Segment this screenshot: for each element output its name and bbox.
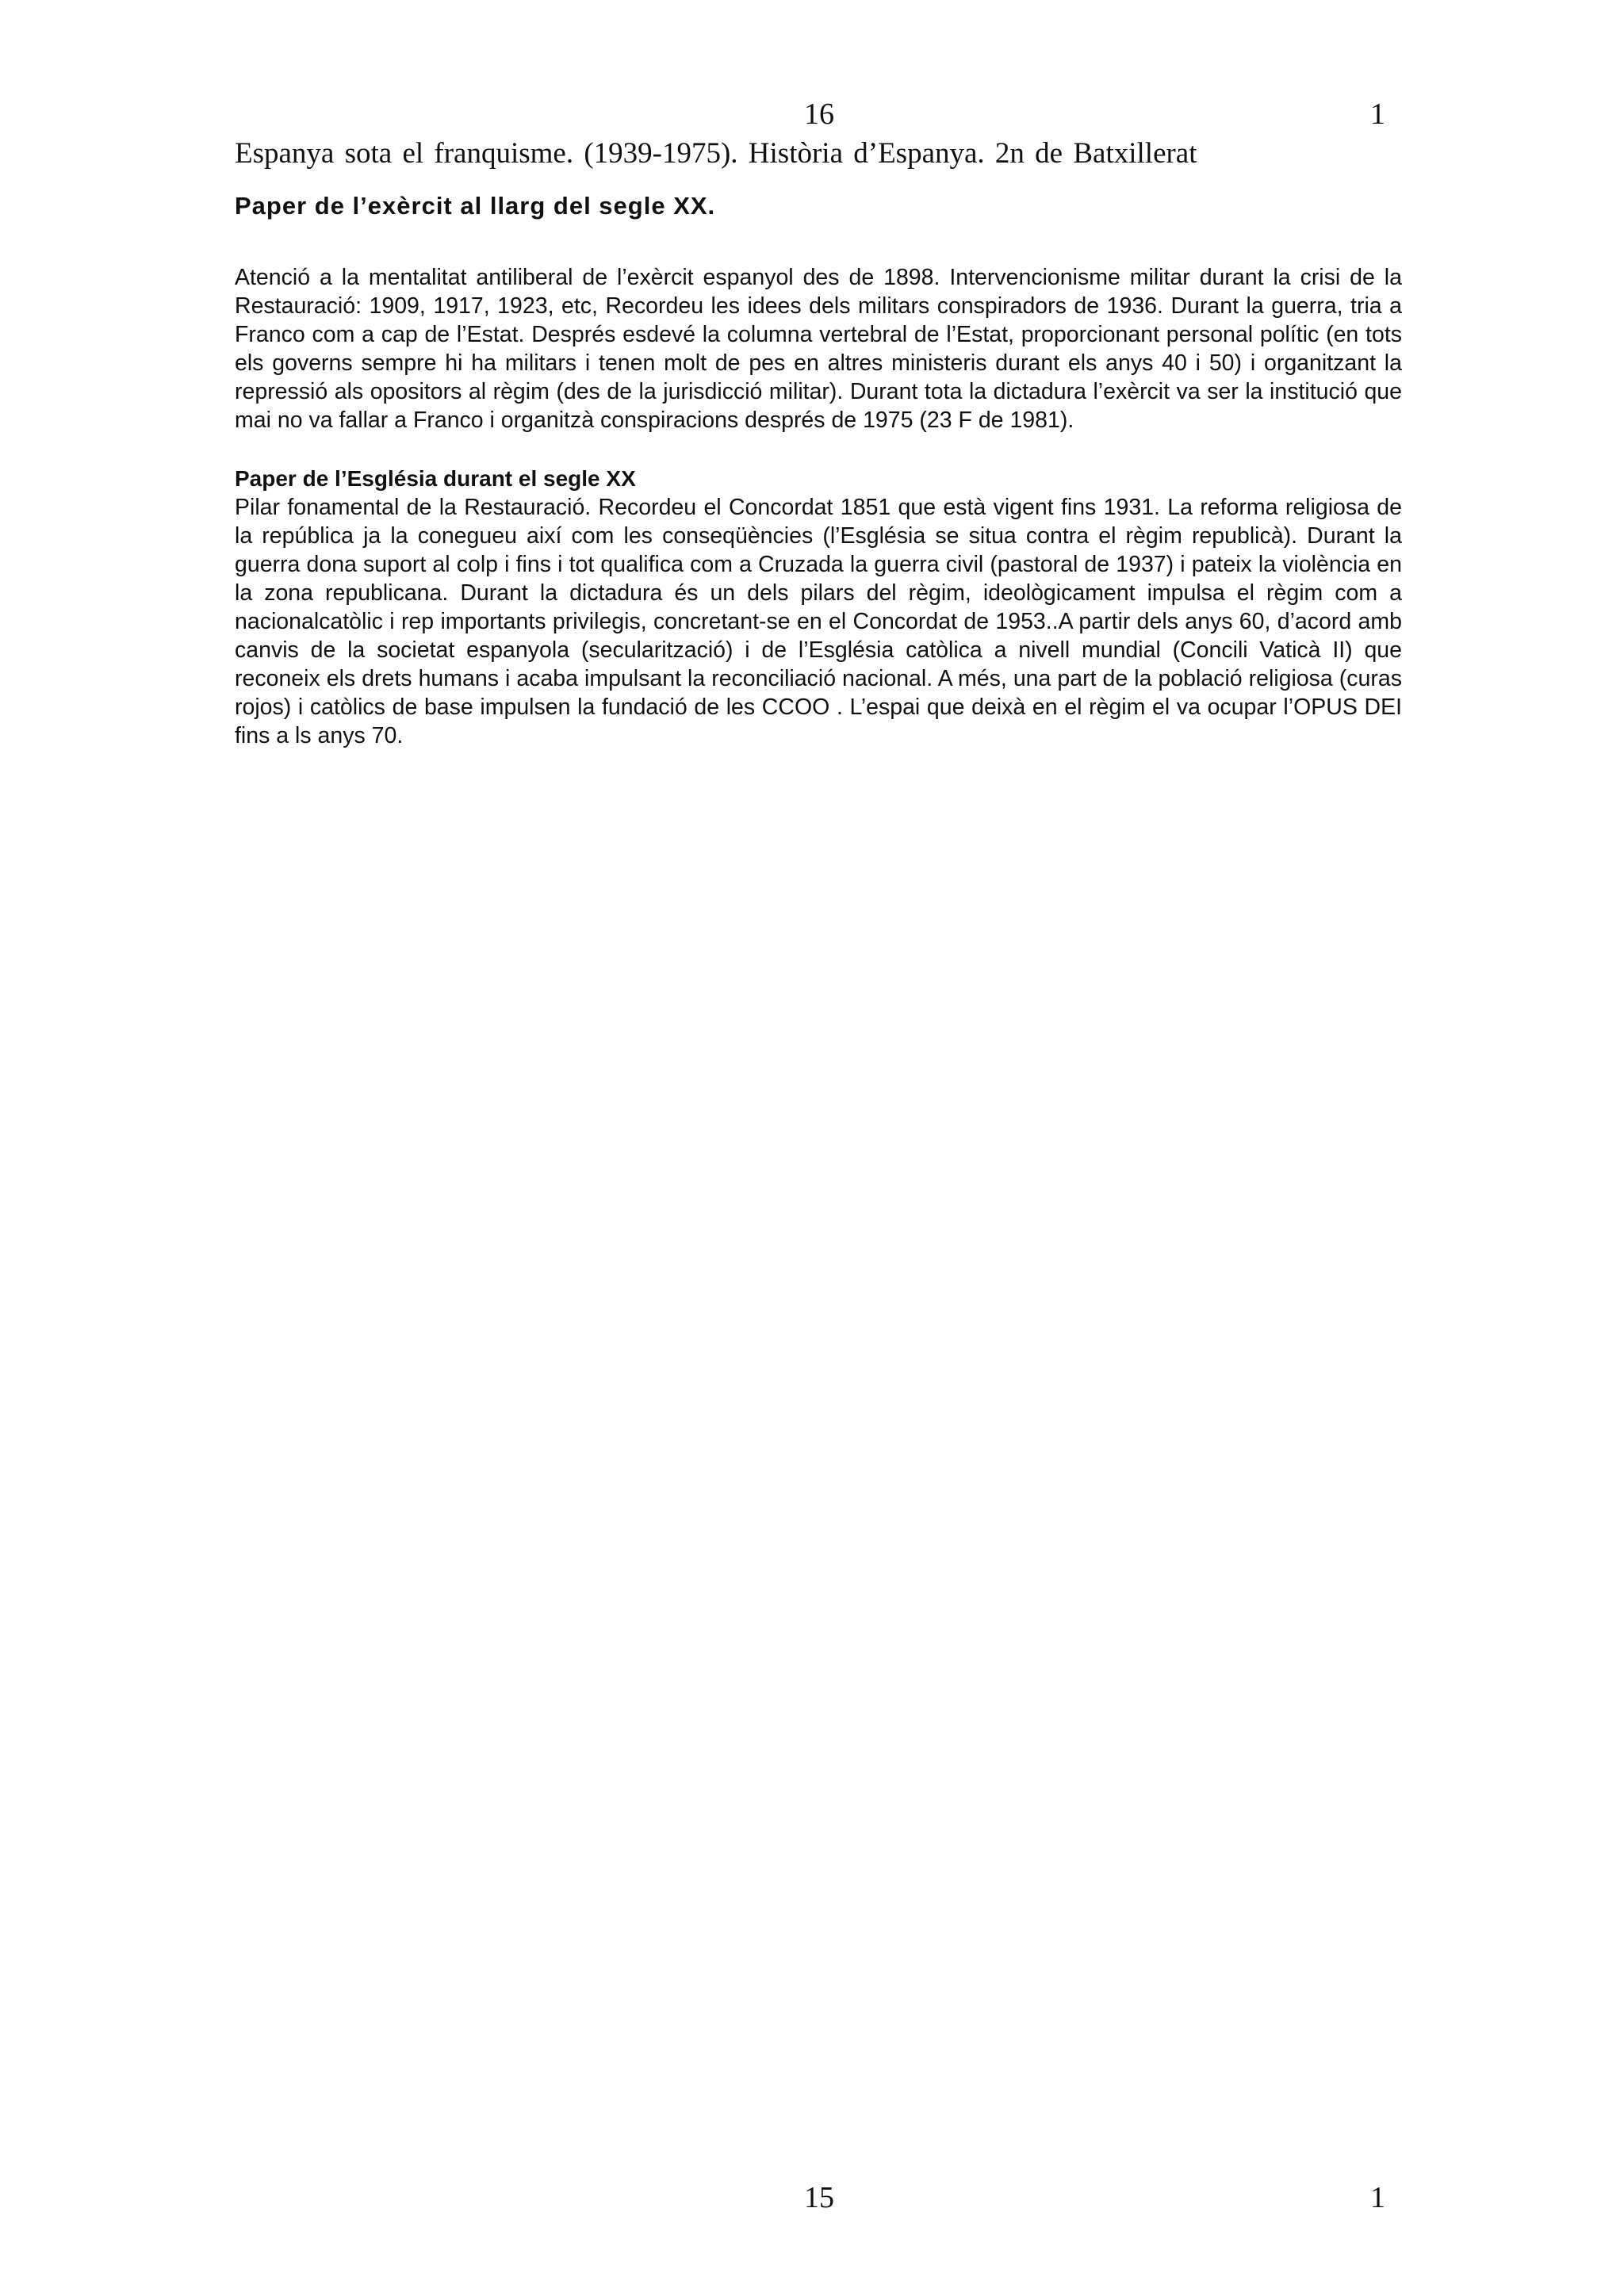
section-spacer [235, 434, 1402, 465]
document-body [235, 192, 1402, 750]
header-right-number: 1 [1370, 98, 1385, 131]
section-body-army: Atenció a la mentalitat antiliberal de l’exèrcit espanyol des de 1898. Intervencionisme militar durant la crisi de la Restauració: 1909, 1917, 1923, etc, Recordeu les idees dels militars conspiradors de 1936. Durant la guerra, tria a Franco com a cap de l’Estat. Després esdevé la columna vertebral de l’Estat, proporcionant personal polític (en tots els governs sempre hi ha militars i tenen molt de pes en altres ministeris durant els anys 40 i 50) i organitzant la repressió als opositors al règim (des de la jurisdicció militar). Durant tota la dictadura l’exèrcit va ser la institució que mai no va fallar a Franco i organitzà conspiracions després de 1975 (23 F de 1981). [235, 265, 1402, 433]
footer-page-number: 15 [804, 2181, 834, 2214]
footer-right-number: 1 [1370, 2181, 1385, 2214]
document-header-title: Espanya sota el franquisme. (1939-1975). Història d’Espanya. 2n de Batxillerat [235, 137, 1197, 170]
section-title-army: Paper de l’exèrcit al llarg del segle XX. [235, 192, 716, 220]
section-body-church: Pilar fonamental de la Restauració. Recordeu el Concordat 1851 que està vigent fins 1931. La reforma religiosa de la república ja la conegueu així com les conseqüències (l’Església se situa contra el règim republicà). Durant la guerra dona suport al colp i fins i tot qualifica com a Cruzada la guerra civil (pastoral de 1937) i pateix la violència en la zona republicana. Durant la dictadura és un dels pilars del règim, ideològicament impulsa el règim com a nacionalcatòlic i rep importants privilegis, concretant-se en el Concordat de 1953..A partir dels anys 60, d’acord amb canvis de la societat espanyola (secularització) i de l’Església catòlica a nivell mundial (Concili Vaticà II) que reconeix els drets humans i acaba impulsant la reconciliació nacional. A més, una part de la població religiosa (curas rojos) i catòlics de base impulsen la fundació de les CCOO . L’espai que deixà en el règim el va ocupar l’OPUS DEI fins a ls anys 70. [235, 495, 1402, 748]
header-page-number: 16 [804, 98, 834, 131]
section-title-church: Paper de l’Església durant el segle XX [235, 466, 636, 491]
